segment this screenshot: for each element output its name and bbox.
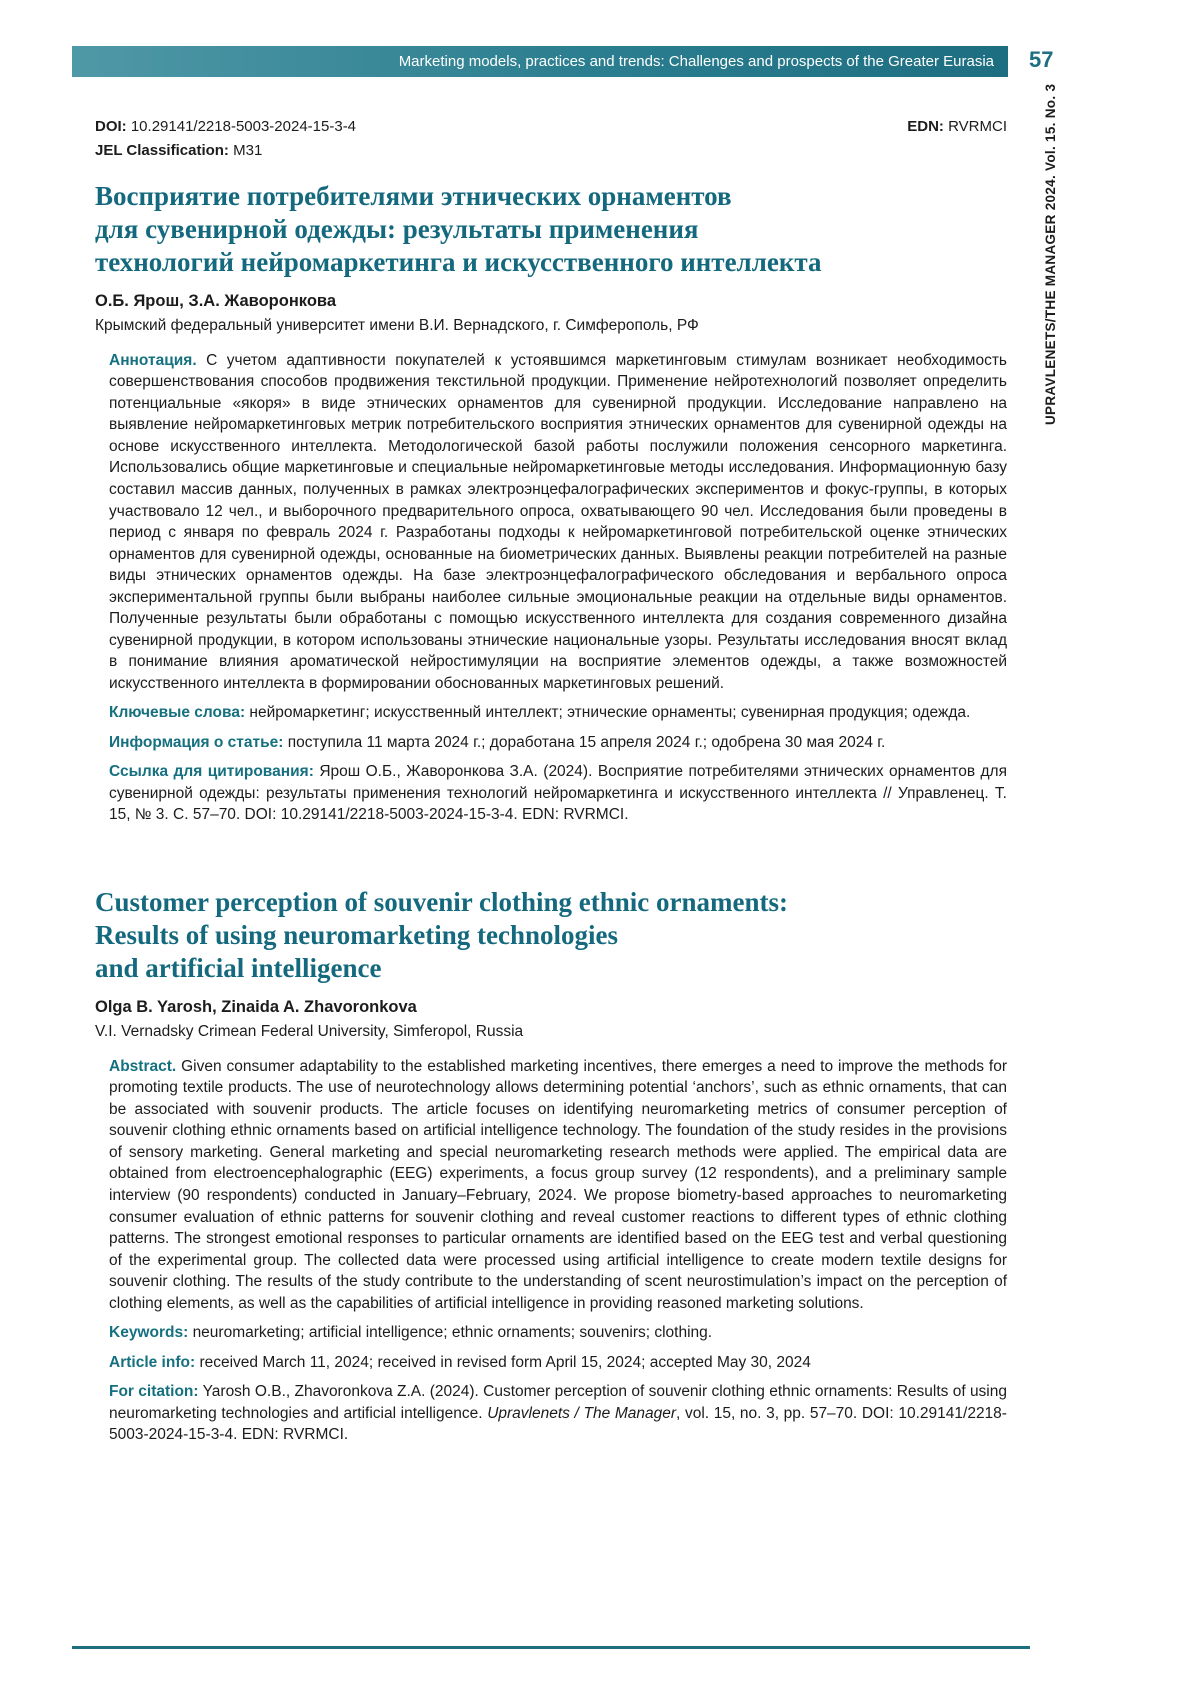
english-keywords — [109, 1322, 1007, 1344]
russian-article-info-label: Информация о статье: — [109, 733, 284, 751]
english-section — [95, 886, 1007, 1446]
jel-classification — [95, 142, 1007, 159]
russian-article-info — [109, 732, 1007, 754]
article-identifiers — [95, 118, 1007, 135]
english-abstract-text: Given consumer adaptability to the established marketing incentives, there emerges a need to improve the methods for promoting textile products. The use of neurotechnology allows determining potential ‘anchors’, such as ethnic ornaments, that can be associated with souvenir products. The article focuses on identifying neuromarketing metrics of consumer perception of souvenir clothing ethnic ornaments based on artificial intelligence technology. The foundation of the study resides in the provisions of sensory marketing. General marketing and special neuromarketing research methods were applied. The empirical data are obtained from electroencephalographic (EEG) experiments, a focus group survey (12 respondents), and a preliminary sample interview (90 respondents) conducted in January–February, 2024. We propose biometry-based approaches to neuromarketing consumer evaluation of ethnic patterns for souvenir clothing and reveal customer reactions to different types of ethnic clothing patterns. The strongest emotional responses to particular ornaments are identified based on the EEG test and verbal questioning of the experimental group. The collected data were processed using artificial intelligence to create modern textile designs for souvenir clothing. The results of the study contribute to the understanding of scent neurostimulation’s impact on the perception of clothing elements, as well as the capabilities of artificial intelligence in providing reasoned marketing solutions. — [109, 1057, 1007, 1312]
russian-abstract-text: С учетом адаптивности покупателей к устоявшимся маркетинговым стимулам возникает необходимость совершенствования способов продвижения текстильной продукции. Применение нейротехнологий позволяет определить потенциальные «якоря» в виде этнических орнаментов для сувенирной продукции. Исследование направлено на выявление нейромаркетинговых метрик потребительского восприятия этнических орнаментов для сувенирной одежды на основе искусственного интеллекта. Методологической базой работы послужили положения сенсорного маркетинга. Использовались общие маркетинговые и специальные нейромаркетинговые методы исследования. Информационную базу составил массив данных, полученных в рамках электроэнцефалографических экспериментов и фокус-группы, в которых участвовало 12 чел., и выборочного предварительного опроса, охватывающего 90 чел. Исследования были проведены в период с января по февраль 2024 г. Разработаны подходы к нейромаркетинговой потребительской оценке этнических орнаментов для сувенирной одежды, основанные на биометрических данных. Выявлены реакции потребителей на разные виды этнических орнаментов одежды. На базе электроэнцефалографического обследования и вербального опроса экспериментальной группы были выбраны наиболее сильные эмоциональные реакции на отдельные виды орнаментов. Полученные результаты были обработаны с помощью искусственного интеллекта для создания современного дизайна сувенирной продукции, в котором использованы этнические национальные узоры. Результаты исследования вносят вклад в понимание влияния ароматической нейростимуляции на восприятие элементов одежды, а также возможностей искусственного интеллекта в формировании обоснованных маркетинговых решений. — [109, 351, 1007, 692]
english-authors: Olga B. Yarosh, Zinaida A. Zhavoronkova — [95, 997, 417, 1016]
english-abstract — [109, 1056, 1007, 1314]
russian-abstract-label: Аннотация. — [109, 351, 197, 369]
english-article-info-label: Article info: — [109, 1353, 196, 1371]
english-title: Customer perception of souvenir clothing ethnic ornaments: Results of using neuromarketing technologies and artificial intelligence — [95, 886, 788, 983]
doi-value: 10.29141/2218-5003-2024-15-3-4 — [130, 118, 357, 135]
russian-keywords — [109, 702, 1007, 724]
english-abstract-label: Abstract. — [109, 1057, 177, 1075]
russian-citation-label: Ссылка для цитирования: — [109, 763, 314, 781]
english-keywords-label: Keywords: — [109, 1324, 189, 1342]
edn — [907, 118, 1007, 135]
edn-label: EDN: — [907, 118, 944, 135]
english-citation-before: Yarosh O.B., Zhavoronkova Z.A. (2024). Customer perception of souvenir clothing ethnic ornaments: Results of using neuromarketing technologies and artificial intelligence. — [109, 1383, 1007, 1422]
russian-citation — [109, 761, 1007, 826]
russian-citation-text: Ярош О.Б., Жаворонкова З.А. (2024). Восприятие потребителями этнических орнаментов для сувенирной одежды: результаты применения технологий нейромаркетинга и искусственного интеллекта // Управленец. Т. 15, № 3. С. 57–70. DOI: 10.29141/2218-5003-2024-15-3-4. EDN: RVRMCI. — [109, 763, 1007, 824]
english-citation-journal: Upravlenets / The Manager — [487, 1404, 676, 1422]
russian-abstract — [109, 350, 1007, 695]
english-citation-after: , vol. 15, no. 3, pp. 57–70. DOI: 10.29141/2218-5003-2024-15-3-4. EDN: RVRMCI. — [109, 1404, 1007, 1444]
russian-section — [95, 180, 1007, 826]
russian-authors: О.Б. Ярош, З.А. Жаворонкова — [95, 291, 337, 310]
running-head-bar — [72, 46, 1008, 77]
journal-spine-info: UPRAVLENETS/THE MANAGER 2024. Vol. 15. No. 3 — [1043, 83, 1058, 425]
english-citation — [109, 1381, 1007, 1446]
english-abstract-block — [95, 1056, 1007, 1446]
russian-abstract-block — [95, 350, 1007, 826]
english-keywords-text: neuromarketing; artificial intelligence; ethnic ornaments; souvenirs; clothing. — [192, 1324, 713, 1342]
russian-affiliation: Крымский федеральный университет имени В.И. Вернадского, г. Симферополь, РФ — [95, 316, 699, 334]
russian-title: Восприятие потребителями этнических орнаментов для сувенирной одежды: результаты применения технологий нейромаркетинга и искусственного интеллекта — [95, 181, 822, 277]
running-head-title: Marketing models, practices and trends: Challenges and prospects of the Greater Eurasia — [398, 53, 994, 70]
jel-label: JEL Classification: — [95, 142, 229, 159]
english-article-info — [109, 1352, 1007, 1374]
jel-value: M31 — [233, 142, 263, 159]
english-citation-label: For citation: — [109, 1383, 199, 1401]
edn-value: RVRMCI — [948, 118, 1007, 135]
article-first-page — [95, 118, 1007, 1454]
russian-keywords-label: Ключевые слова: — [109, 704, 246, 722]
english-affiliation: V.I. Vernadsky Crimean Federal University, Simferopol, Russia — [95, 1022, 524, 1040]
doi — [95, 118, 356, 135]
russian-keywords-text: нейромаркетинг; искусственный интеллект; этнические орнаменты; сувенирная продукция; одежда. — [249, 704, 971, 722]
russian-article-info-text: поступила 11 марта 2024 г.; доработана 15 апреля 2024 г.; одобрена 30 мая 2024 г. — [287, 733, 886, 751]
footer-rule — [72, 1646, 1030, 1649]
doi-label: DOI: — [95, 118, 127, 135]
english-article-info-text: received March 11, 2024; received in revised form April 15, 2024; accepted May 30, 2024 — [199, 1353, 811, 1371]
page-number: 57 — [1029, 47, 1054, 72]
